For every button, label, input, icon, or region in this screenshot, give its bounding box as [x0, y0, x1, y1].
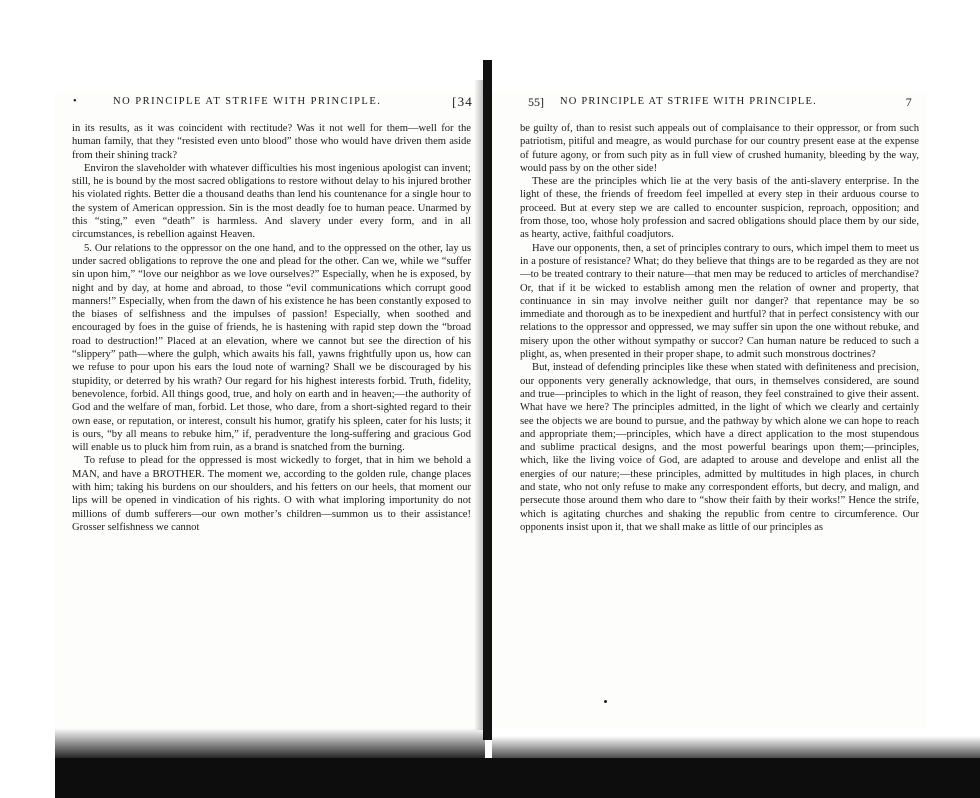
- gutter-shadow: [474, 80, 483, 730]
- bottom-shadow-right: [492, 736, 980, 758]
- paragraph: To refuse to plead for the oppressed is most wickedly to forget, that in him we behold a MAN, and have a BROTHER. The moment we, according to the golden rule, change places with him; taking his burdens on our shoulders, and his fetters on our heels, that moment our lips will be opened in vindication of his rights. O with what imploring importunity do not millions of dumb sufferers—our own mother’s children—summon us to their assistance! Grosser selfishness we cannot: [72, 455, 471, 533]
- right-header-page: 55]: [528, 95, 544, 109]
- left-header-page: [34: [452, 94, 473, 109]
- paragraph: be guilty of, than to resist such appeals out of complaisance to their oppressor, or from such patriotism, pitiful and meagre, as would purchase for our country present ease at the expense of future agony, or from such pity as in full view of crushed humanity, bleeding by the way, would pass by on the other side!: [520, 123, 919, 174]
- scan-bottom-edge: [55, 758, 980, 798]
- bottom-shadow-left: [55, 728, 485, 758]
- left-page: [55, 92, 483, 728]
- left-header-title: NO PRINCIPLE AT STRIFE WITH PRINCIPLE.: [113, 96, 382, 107]
- paragraph: 5. Our relations to the oppressor on the one hand, and to the oppressed on the other, lay us under sacred obligations to reprove the one and plead for the other. Can we, while we “suffer sin upon him,” “love our neighbor as we love ourselves?” Especially, when he is exposed, by night and by day, at home and abroad, to those “evil communications which corrupt good manners!” Especially, when from the dawn of his existence he has been constantly exposed to the biases of selfishness and the impulses of passion! Especially, when soothed and encouraged by foes in the guise of friends, he is hastening with rapid step down the “broad road to destruction!” Placed at an elevation, where we cannot but see the direction of his “slippery” path—where the gulph, which awaits his fall, yawns frightfully upon us, how can we refuse to pour upon his ears the loud note of warning? Shall we be discouraged by his stupidity, or deterred by his wrath? Our regard for his highest interests forbid. Truth, fidelity, benevolence, forbid. All things good, true, and holy on earth and in heaven;—the authority of God and the welfare of man, forbid. Let those, who dare, from a short-sighted regard to their own ease, or reputation, or interest, consult his humor, gratify his spleen, cater for his lusts; it is ours, “by all means to rebuke him,” if, peradventure the long-suffering and gracious God will enable us to pluck him from ruin, as a brand is snatched from the burning.: [72, 242, 471, 454]
- paragraph: Environ the slaveholder with whatever difficulties his most ingenious apologist can invent; still, he is bound by the most sacred obligations to restore without delay to his injured brother his violated rights. Better die a thousand deaths than lend his countenance for a single hour to the system of American oppression. Sin is the most deadly foe to human peace. Unarmed by this “sting,” even “death” is harmless. And slavery under every form, and in all circumstances, is rebellion against Heaven.: [72, 162, 471, 241]
- right-running-head: [528, 96, 917, 112]
- left-body-text: [72, 122, 471, 534]
- paragraph: in its results, as it was coincident with rectitude? Was it not well for them—well for the human family, that they “resisted even unto blood” those who would have driven them aside from their shining track?: [72, 123, 471, 161]
- book-gutter: [483, 60, 492, 740]
- header-mark: •: [73, 96, 78, 107]
- right-header-title: NO PRINCIPLE AT STRIFE WITH PRINCIPLE.: [560, 96, 817, 107]
- right-body-text: [520, 122, 919, 534]
- left-running-head: [73, 96, 473, 112]
- paragraph: These are the principles which lie at the very basis of the anti-slavery enterprise. In the light of these, the friends of freedom feel impelled at every step in their arduous course to proceed. But at every step we are called to encounter suspicion, reproach, opposition; and from those, too, whose holy profession and sacred obligations should place them by our side, as hearty, active, faithful coadjutors.: [520, 176, 919, 241]
- ink-speck: [604, 700, 607, 703]
- paragraph: Have our opponents, then, a set of principles contrary to ours, which impel them to meet us in a posture of resistance? What; do they believe that things are to be regarded as they are not—to be treated contrary to their nature—that men may be reduced to articles of merchandise? Or, that if it be wicked to establish among men the relation of owner and property, that continuance in sin may involve neither guilt nor danger? that repentance may be so immediate and thorough as to be inexpedient and hurtful? that in perfect consistency with our relations to the oppressor and oppressed, we may suffer sin upon the one without rebuke, and misery upon the other without sympathy or succor? Can human nature be reduced to such a plight, as, when presented in their proper shape, to admit such monstrous doctrines?: [520, 242, 919, 361]
- paragraph: But, instead of defending principles like these when stated with definiteness and precision, our opponents very generally acknowledge, that ours, in themselves considered, are sound and true—principles to which in the light of reason, they feel constrained to give their assent. What have we here? The principles admitted, in the light of which we clearly and certainly see the objects we are bound to pursue, and the pathway by which alone we can hope to reach and appropriate them;—principles, which have a direct application to the most stupendous and sublime practical designs, and the most powerful bearings upon them;—principles, which, like the living voice of God, are adapted to arouse and develope and enlist all the energies of our nature;—these principles, admitted by multitudes in high places, in church and state, who not only refuse to make any correspondent efforts, but decry, and malign, and persecute those around them who dare to “show their faith by their works!” Hence the strife, which is agitating churches and shaking the republic from centre to circumference. Our opponents insist upon it, that we shall make as little of our principles as: [520, 362, 919, 533]
- right-header-folio: 7: [905, 95, 913, 109]
- right-page: [492, 92, 927, 728]
